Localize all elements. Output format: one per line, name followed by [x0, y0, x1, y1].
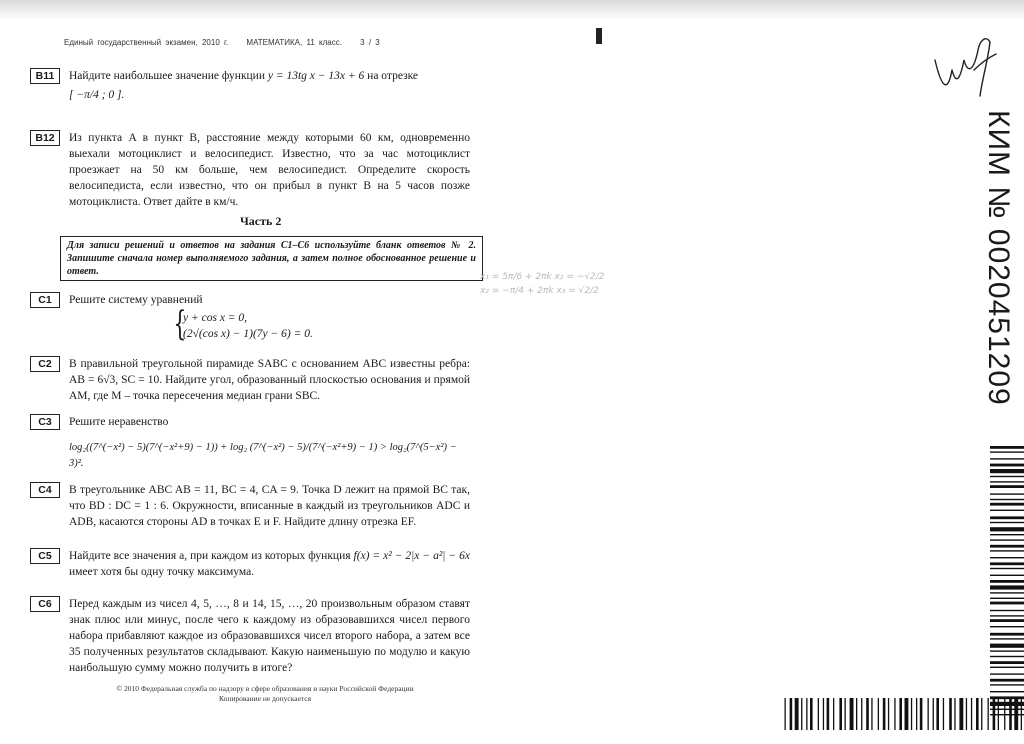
signature-image [930, 30, 1000, 100]
pencil-note-line: x₂ = −π/4 + 2πk x₃ = √2/2 [480, 286, 599, 296]
page-footer [110, 684, 420, 704]
exam-title: Единый государственный экзамен, 2010 г. [64, 38, 229, 47]
pencil-notes [480, 270, 605, 298]
task-formula: log₂((7^(−x²) − 5)(7^(−x²+9) − 1)) + log₂ (7^(−x²) − 5)/(7^(−x²+9) − 1) > log₂(7^(5−x²) − 3)². [69, 442, 457, 469]
task-text: Перед каждым из чисел 4, 5, …, 8 и 14, 15, …, 20 произвольным образом ставят знак плюс или минус, после чего к каждому из образовавшихся чисел первого набора прибавляют каждое из образовавшихся чисел второго набора, а затем все 35 полученных результатов складывают. Какую наименьшую по модулю и какую наибольшую сумму можно получить в итоге? [69, 598, 470, 674]
task-label: C6 [30, 596, 60, 612]
task-text: Найдите все значения a, при каждом из которых функция [69, 550, 351, 562]
task-text: Решите систему уравнений [69, 294, 203, 306]
equation-system [169, 304, 470, 344]
task-text: Найдите наибольшее значение функции [69, 70, 265, 82]
equation-1: y + cos x = 0, [183, 312, 248, 324]
task-text: В треугольнике ABC AB = 11, BC = 4, CA = 9. Точка D лежит на прямой BC так, что BD : DC = 1 : 6. Окружности, вписанные в каждый из треугольников ADC и ADB, касаются стороны AD в точках E и F. Найдите длину отрезка EF. [69, 484, 470, 528]
task-c6 [30, 596, 470, 676]
equation-2: (2√(cos x) − 1)(7y − 6) = 0. [183, 328, 313, 340]
task-b12 [30, 130, 470, 210]
task-body [69, 548, 470, 580]
task-c4 [30, 482, 470, 530]
scan-edge [0, 0, 1024, 20]
brace-symbol: { [173, 304, 187, 344]
task-c5 [30, 548, 470, 580]
task-c2 [30, 356, 470, 404]
copyright-line: © 2010 Федеральная служба по надзору в сфере образования и науки Российской Федерации [116, 684, 414, 693]
task-label: C4 [30, 482, 60, 498]
task-label: C2 [30, 356, 60, 372]
copy-notice: Копирование не допускается [218, 694, 312, 703]
task-text-2: на отрезке [367, 70, 419, 82]
barcode-vertical [990, 446, 1024, 716]
task-text: В правильной треугольной пирамиде SABC с основанием ABC известны ребра: AB = 6√3, SC = 10. Найдите угол, образованный плоскостью основания и прямой AM, где M – точка пересечения медиан грани SBC. [69, 358, 470, 402]
task-label: B12 [30, 130, 60, 146]
task-text: Из пункта A в пункт B, расстояние между которыми 60 км, одновременно выехали мотоциклист и велосипедист. Известно, что за час мотоциклист проезжает на 50 км больше, чем велосипедист. Определите скорость велосипедиста, если известно, что он прибыл в пункт B на 5 часов позже мотоциклиста. Ответ дайте в км/ч. [69, 132, 470, 208]
task-label: C1 [30, 292, 60, 308]
task-body [69, 68, 470, 103]
pencil-note-line: x₁ = 5π/6 + 2πk x₂ = −√2/2 [480, 272, 605, 282]
task-label: B11 [30, 68, 60, 84]
task-interval: [ −π/4 ; 0 ]. [69, 89, 125, 101]
task-formula: y = 13tg x − 13x + 6 [267, 70, 365, 82]
page-header [64, 38, 394, 47]
task-label: C5 [30, 548, 60, 564]
task-text-2: имеет хотя бы одну точку максимума. [69, 566, 255, 578]
instruction-box: Для записи решений и ответов на задания С1–С6 используйте бланк ответов № 2. Запишите сначала номер выполняемого задания, а затем полное обоснованное решение и ответ. [60, 236, 483, 281]
task-c1 [30, 292, 470, 342]
subject-title: МАТЕМАТИКА, 11 класс. [246, 38, 342, 47]
barcode-horizontal [780, 698, 1024, 730]
kim-number: КИМ № 0020451209 [982, 110, 1015, 406]
registration-mark [596, 28, 602, 44]
task-b11 [30, 68, 470, 103]
task-text: Решите неравенство [69, 416, 169, 428]
task-label: C3 [30, 414, 60, 430]
task-body [69, 414, 470, 472]
task-c3 [30, 414, 470, 472]
page-number: 3 / 3 [360, 38, 380, 47]
task-formula: f(x) = x² − 2|x − a²| − 6x [353, 550, 471, 562]
task-body [69, 292, 470, 342]
part-title: Часть 2 [240, 214, 282, 228]
